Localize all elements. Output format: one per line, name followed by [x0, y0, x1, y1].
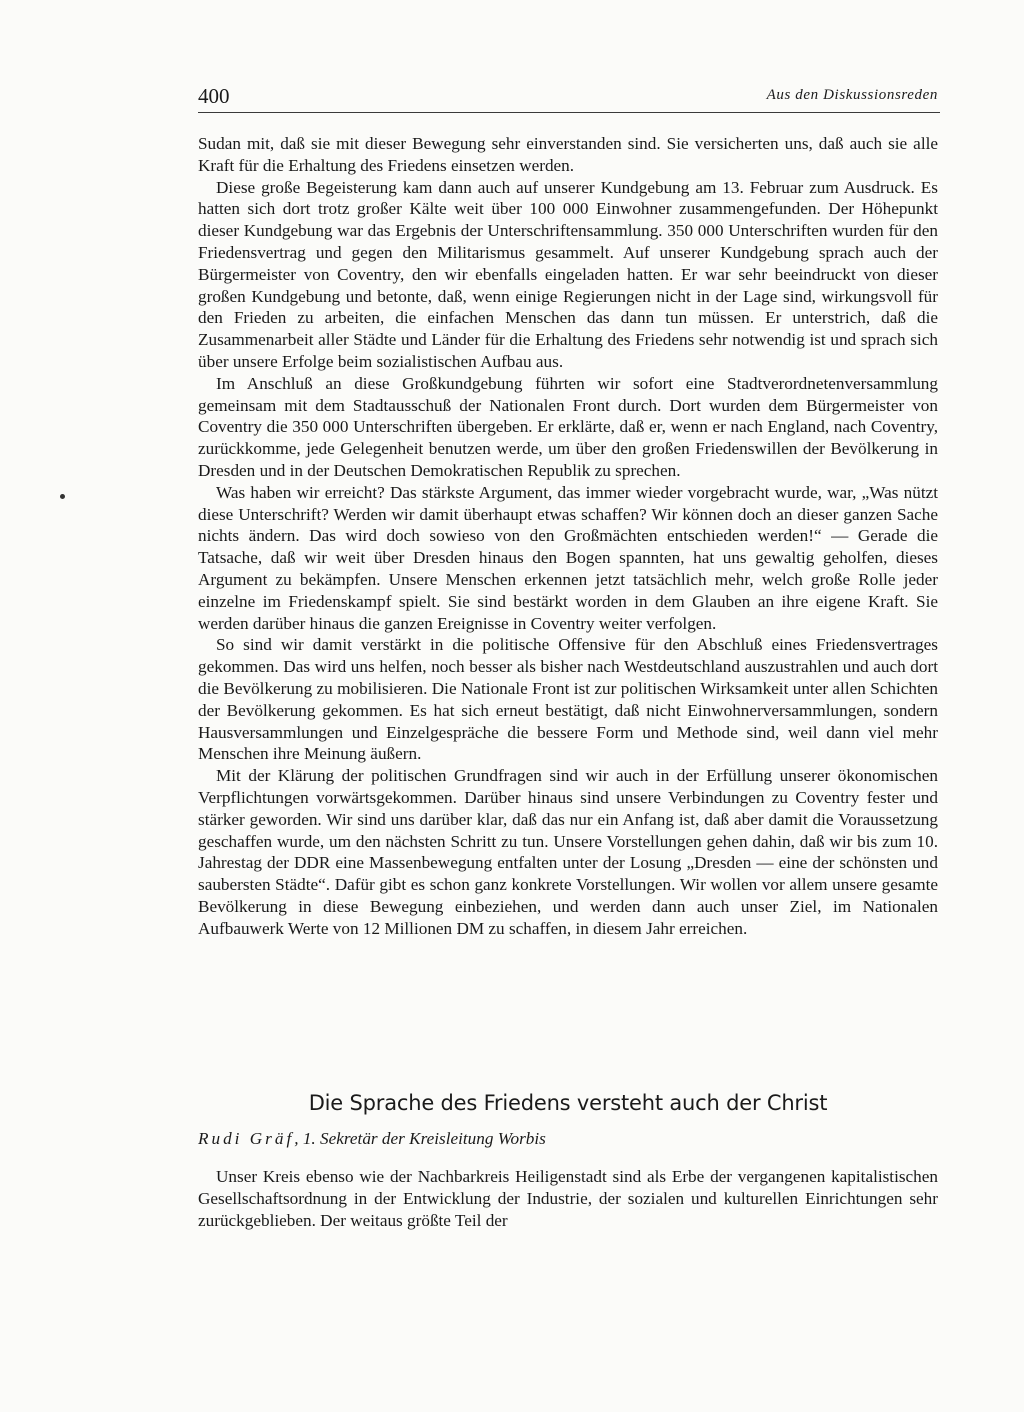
- page-number: 400: [198, 84, 230, 108]
- byline: [198, 1128, 938, 1150]
- running-header: [198, 82, 940, 113]
- paragraph: Was haben wir erreicht? Das stärkste Argument, das immer wieder vorgebracht wurde, war, „Was nützt diese Unterschrift? Werden wir damit überhaupt etwas schaffen? Wir können doch an dieser ganzen Sache nichts ändern. Das wird doch sowieso von den Großmächten entschieden werden!“ — Gerade die Tatsache, daß wir weit über Dresden hinaus den Bogen spannten, hat uns gewaltig geholfen, dieses Argument zu bekämpfen. Unsere Menschen erkennen jetzt tatsächlich mehr, welch große Rolle jeder einzelne im Friedenskampf spielt. Sie sind bestärkt worden in dem Glauben an ihre eigene Kraft. Sie werden darüber hinaus die ganzen Ereignisse in Coventry weiter verfolgen.: [198, 482, 938, 633]
- paragraph: Unser Kreis ebenso wie der Nachbarkreis Heiligenstadt sind als Erbe der vergangenen kapitalistischen Gesellschaftsordnung in der Entwicklung der Industrie, der sozialen und kulturellen Einrichtungen sehr zurückgeblieben. Der weitaus größte Teil der: [198, 1167, 938, 1230]
- paragraph: Im Anschluß an diese Großkundgebung führten wir sofort eine Stadtverordnetenversammlung gemeinsam mit dem Stadtausschuß der Nationalen Front durch. Dort wurden dem Bürgermeister von Coventry die 350 000 Unterschriften übergeben. Er erklärte, daß er, wenn er nach England, nach Coventry, zurückkomme, jede Gelegenheit benutzen werde, um über den großen Friedenswillen der Bevölkerung in Dresden und in der Deutschen Demokratischen Republik zu sprechen.: [198, 373, 938, 480]
- margin-dot: [60, 494, 65, 499]
- paragraph: Mit der Klärung der politischen Grundfragen sind wir auch in der Erfüllung unserer ökonomischen Verpflichtungen vorwärtsgekommen. Darüber hinaus sind unsere Verbindungen zu Coventry fester und stärker geworden. Wir sind uns darüber klar, daß das nur ein Anfang ist, daß aber damit die Voraussetzung geschaffen wurde, um den nächsten Schritt zu tun. Unsere Vorstellungen gehen dahin, daß wir bis zum 10. Jahrestag der DDR eine Massenbewegung entfalten unter der Losung „Dresden — eine der schönsten und saubersten Städte“. Dafür gibt es schon ganz konkrete Vorstellungen. Wir wollen vor allem unsere gesamte Bevölkerung in diese Bewegung einbeziehen, und werden dann auch unser Ziel, im Nationalen Aufbauwerk Werte von 12 Millionen DM zu schaffen, in diesem Jahr erreichen.: [198, 766, 938, 938]
- byline-name: Rudi Gräf: [198, 1129, 295, 1148]
- section-body-text: [198, 1166, 938, 1231]
- section-heading: Die Sprache des Friedens versteht auch der Christ: [308, 1091, 828, 1115]
- paragraph: Sudan mit, daß sie mit dieser Bewegung sehr einverstanden sind. Sie versicherten uns, daß auch sie alle Kraft für die Erhaltung des Friedens einsetzen werden.: [198, 134, 938, 175]
- paragraph: So sind wir damit verstärkt in die politische Offensive für den Abschluß eines Friedensvertrages gekommen. Das wird uns helfen, noch besser als bisher nach Westdeutschland auszustrahlen und auch dort die Bevölkerung zu mobilisieren. Die Nationale Front ist zur politischen Wirksamkeit unter allen Schichten der Bevölkerung gekommen. Es hat sich erneut bestätigt, daß nicht Einwohnerversammlungen, sondern Hausversammlungen und Einzelgespräche die bessere Form und Methode sind, weil dann viel mehr Menschen ihre Meinung äußern.: [198, 635, 938, 764]
- paragraph: Diese große Begeisterung kam dann auch auf unserer Kundgebung am 13. Februar zum Ausdruck. Es hatten sich dort trotz großer Kälte weit über 100 000 Einwohner zusammengefunden. Der Höhepunkt dieser Kundgebung war das Ergebnis der Unterschriftensammlung. 350 000 Unterschriften wurden für den Friedensvertrag und gegen den Militarismus gesammelt. Auf unserer Kundgebung sprach auch der Bürgermeister von Coventry, den wir ebenfalls eingeladen hatten. Er war sehr beeindruckt von dieser großen Kundgebung und betonte, daß, wenn einige Regierungen nicht in der Lage sind, wirkungsvoll für den Frieden zu arbeiten, die einfachen Menschen das dann tun müssen. Er unterstrich, daß die Zusammenarbeit aller Städte und Länder für die Erhaltung des Friedens sehr notwendig ist und sprach sich über unsere Erfolge beim sozialistischen Aufbau aus.: [198, 177, 938, 371]
- body-text: [198, 133, 938, 939]
- byline-role: , 1. Sekretär der Kreisleitung Worbis: [294, 1129, 546, 1148]
- running-title: Aus den Diskussionsreden: [766, 87, 938, 103]
